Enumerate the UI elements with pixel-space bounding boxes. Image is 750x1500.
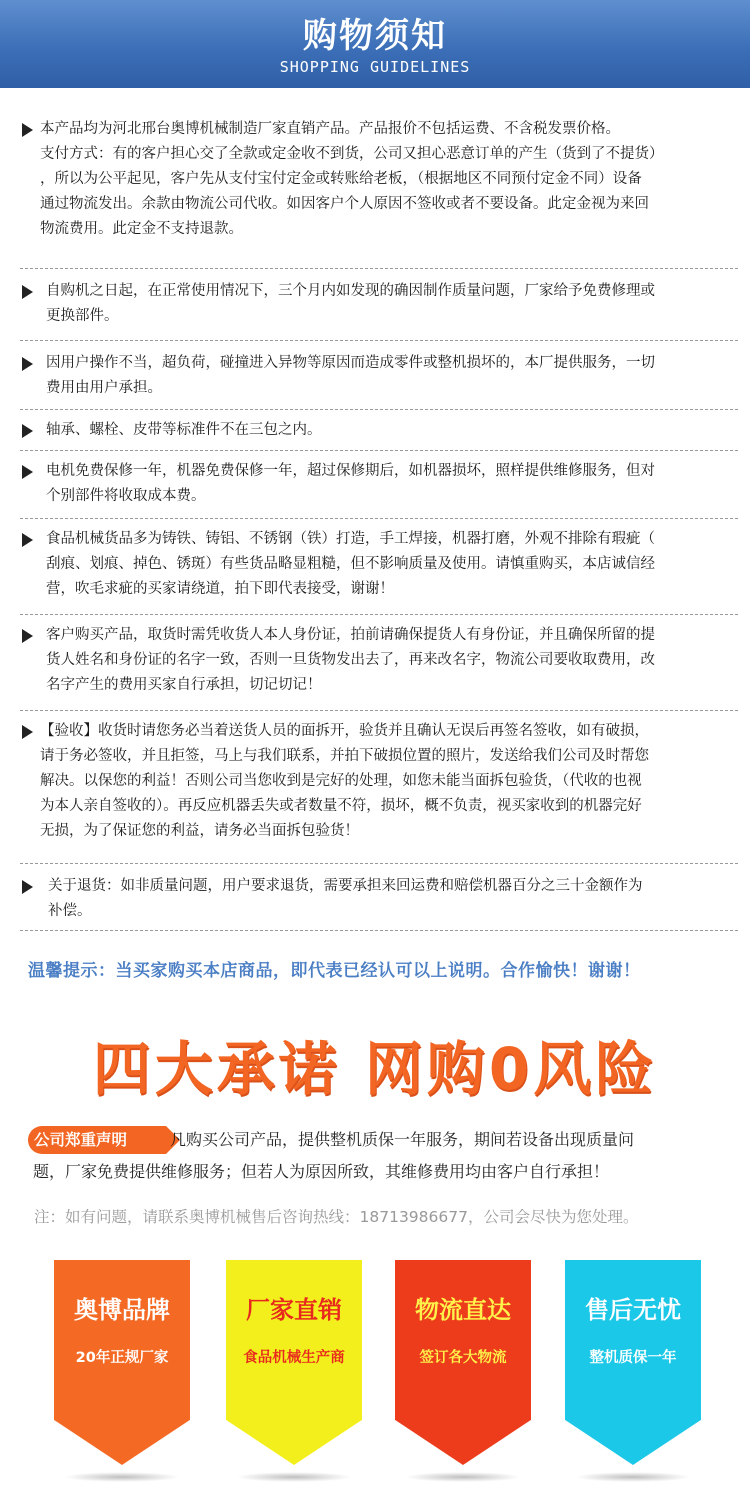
notice-line: 因用户操作不当，超负荷，碰撞进入异物等原因而造成零件或整机损坏的，本厂提供服务，一切	[46, 355, 655, 371]
card-title: 奥博品牌	[74, 1296, 170, 1324]
divider	[20, 268, 738, 269]
notice-line: 自购机之日起，在正常使用情况下，三个月内如发现的确因制作质量问题，厂家给予免费修理或	[46, 283, 655, 299]
card-subtitle: 整机质保一年	[589, 1350, 677, 1366]
promise-card	[54, 1260, 190, 1465]
notice-line: ，所以为公平起见，客户先从支付宝付定金或转账给老板，（根据地区不同预付定金不同）设备	[40, 171, 642, 187]
notice-line: 支付方式：有的客户担心交了全款或定金收不到货，公司又担心恶意订单的产生（货到了不提货）	[40, 146, 664, 162]
notice-line: 营，吹毛求疵的买家请绕道，拍下即代表接受，谢谢！	[46, 581, 394, 597]
notice-line: 【验收】收货时请您务必当着送货人员的面拆开，验货并且确认无误后再签名签收，如有破损，	[40, 723, 649, 739]
statement-line: 题，厂家免费提供维修服务；但若人为原因所致，其维修费用均由客户自行承担！	[33, 1162, 610, 1181]
notice-line: 名字产生的费用买家自行承担，切记切记！	[46, 677, 322, 693]
notice-item	[20, 351, 738, 401]
divider	[20, 710, 738, 711]
statement-line: 凡购买公司产品，提供整机质保一年服务，期间若设备出现质量问	[170, 1130, 635, 1149]
notice-line: 物流费用。此定金不支持退款。	[40, 221, 243, 237]
notice-line: 通过物流发出。余款由物流公司代收。如因客户个人原因不签收或者不要设备。此定金视为来回	[40, 196, 649, 212]
card-shadow	[236, 1472, 352, 1482]
arrow-bullet-icon	[22, 465, 33, 479]
notice-line: 刮痕、划痕、掉色、锈斑）有些货品略显粗糙，但不影响质量及使用。请慎重购买，本店诚信经	[46, 556, 655, 572]
notice-line: 客户购买产品，取货时需凭收货人本人身份证，拍前请确保提货人有身份证，并且确保所留的提	[46, 627, 655, 643]
notice-line: 个别部件将收取成本费。	[46, 488, 206, 504]
arrow-bullet-icon	[22, 533, 33, 547]
promise-card	[565, 1260, 701, 1465]
statement-badge: 公司郑重声明	[28, 1126, 166, 1154]
notice-line: 食品机械货品多为铸铁、铸铝、不锈钢（铁）打造，手工焊接，机器打磨，外观不排除有瑕疵（	[46, 531, 655, 547]
card-shadow	[64, 1472, 180, 1482]
card-subtitle: 签订各大物流	[419, 1350, 507, 1366]
page-header	[0, 0, 750, 88]
notice-line: 更换部件。	[46, 308, 119, 324]
arrow-bullet-icon	[22, 357, 33, 371]
promise-card	[395, 1260, 531, 1465]
arrow-bullet-icon	[22, 880, 33, 894]
notice-line: 补偿。	[48, 903, 92, 919]
divider	[20, 409, 738, 410]
card-title: 售后无忧	[585, 1296, 681, 1324]
arrow-bullet-icon	[22, 123, 33, 137]
card-shadow	[405, 1472, 521, 1482]
notice-line: 轴承、螺栓、皮带等标准件不在三包之内。	[46, 422, 322, 438]
notice-line: 本产品均为河北邢台奥博机械制造厂家直销产品。产品报价不包括运费、不含税发票价格。	[40, 121, 620, 137]
notice-line: 为本人亲自签收的）。再反应机器丢失或者数量不符，损坏，概不负责，视买家收到的机器完好	[40, 798, 642, 814]
arrow-bullet-icon	[22, 424, 33, 438]
page-title: 购物须知	[303, 16, 447, 56]
notice-item	[20, 527, 738, 602]
card-title: 物流直达	[415, 1296, 511, 1324]
divider	[20, 450, 738, 451]
notice-line: 无损，为了保证您的利益，请务必当面拆包验货！	[40, 823, 359, 839]
divider	[20, 340, 738, 341]
notice-item	[20, 719, 738, 844]
promise-title: 四大承诺 网购0风险	[92, 1035, 658, 1103]
card-subtitle: 食品机械生产商	[243, 1350, 345, 1366]
card-subtitle: 20年正规厂家	[75, 1350, 169, 1366]
page-subtitle: SHOPPING GUIDELINES	[279, 58, 471, 76]
notice-line: 货人姓名和身份证的名字一致，否则一旦货物发出去了，再来改名字，物流公司要收取费用，改	[46, 652, 655, 668]
notice-item	[20, 874, 738, 924]
card-title: 厂家直销	[246, 1296, 342, 1324]
arrow-bullet-icon	[22, 285, 33, 299]
notice-item	[20, 459, 738, 509]
divider	[20, 863, 738, 864]
notice-item	[20, 279, 738, 329]
arrow-bullet-icon	[22, 725, 33, 739]
card-shadow	[575, 1472, 691, 1482]
divider	[20, 614, 738, 615]
notice-line: 关于退货：如非质量问题，用户要求退货，需要承担来回运费和赔偿机器百分之三十金额作为	[48, 878, 643, 894]
notice-item	[20, 418, 738, 443]
notice-line: 费用由用户承担。	[46, 380, 162, 396]
notice-line: 电机免费保修一年，机器免费保修一年，超过保修期后，如机器损坏，照样提供维修服务，但对	[46, 463, 655, 479]
hotline-note: 注：如有问题，请联系奥博机械售后咨询热线：18713986677，公司会尽快为您处理。	[34, 1208, 639, 1226]
notice-line: 解决。以保您的利益！否则公司当您收到是完好的处理，如您未能当面拆包验货，（代收的也视	[40, 773, 642, 789]
notice-line: 请于务必签收，并且拒签，马上与我们联系，并拍下破损位置的照片，发送给我们公司及时帮您	[40, 748, 649, 764]
notice-item	[20, 623, 738, 698]
notice-item	[20, 117, 738, 242]
arrow-bullet-icon	[22, 629, 33, 643]
divider	[20, 930, 738, 931]
warm-tip: 温馨提示：当买家购买本店商品，即代表已经认可以上说明。合作愉快！谢谢！	[28, 961, 641, 981]
divider	[20, 518, 738, 519]
promise-card	[226, 1260, 362, 1465]
